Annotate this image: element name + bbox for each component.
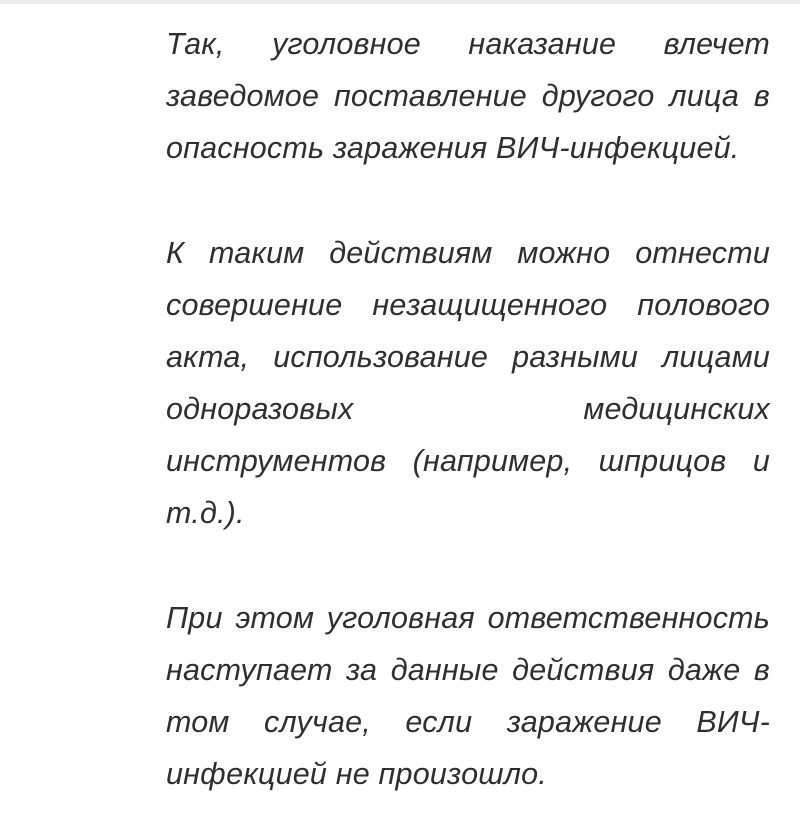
top-edge-bar [0,0,800,4]
paragraph-1: Так, уголовное наказание влечет заведомое поставление другого лица в опасность заражения ВИЧ-инфекцией. [166,27,770,165]
paragraph-3: При этом уголовная ответственность наступает за данные действия даже в том случае, если заражение ВИЧ-инфекцией не произошло. [166,601,770,791]
article-body [166,18,770,800]
paragraph-2: К таким действиям можно отнести совершение незащищенного полового акта, использование разными лицами одноразовых медицинских инструментов (например, шприцов и т.д.). [166,236,770,530]
